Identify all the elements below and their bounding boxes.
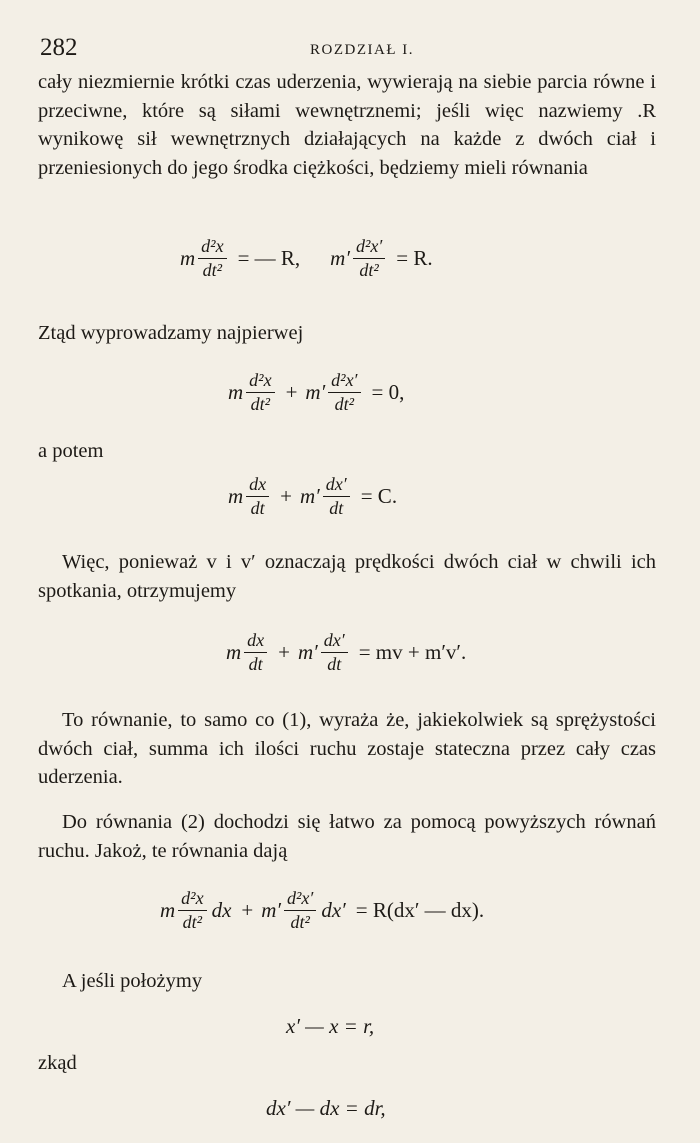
eq1-mass-prime: m′ (330, 246, 350, 270)
eq5-numerator: d²x (178, 888, 206, 911)
paragraph-first-derivation: Ztąd wyprowadzamy najpierwej (38, 322, 304, 344)
running-head: ROZDZIAŁ I. (310, 42, 414, 58)
eq2-denominator: dt² (250, 394, 271, 414)
page-number: 282 (40, 34, 78, 61)
eq2-numerator: d²x (246, 370, 274, 393)
eq1-numerator: d²x (198, 236, 226, 259)
eq5-rhs: = R(dx′ — dx). (355, 898, 485, 922)
eq3-fraction (246, 474, 269, 519)
eq5-fraction-prime (284, 888, 316, 933)
eq3-mass: m (228, 484, 244, 508)
paragraph-velocities: Więc, ponieważ v i v′ oznaczają prędkości dwóch ciał w chwili ich spotkania, otrzymujemy (38, 551, 656, 602)
eq4-mass: m (226, 640, 242, 664)
eq1-numerator-prime: d²x′ (353, 236, 385, 259)
paragraph-equation-two: Do równania (2) dochodzi się łatwo za pomocą powyższych równań ruchu. Jakoż, te równania dają (38, 811, 656, 862)
eq3-denominator-prime: dt (329, 498, 344, 518)
eq4-plus: + (278, 640, 291, 664)
eq3-numerator: dx (246, 474, 269, 497)
eq2-plus: + (285, 380, 298, 404)
eq5-denominator-prime: dt² (290, 912, 310, 932)
eq3-fraction-prime (323, 474, 350, 519)
paragraph-whence: zkąd (38, 1052, 77, 1074)
eq2-mass-prime: m′ (305, 380, 326, 404)
paragraph-interpretation: To równanie, to samo co (1), wyraża że, jakiekolwiek są sprężystości dwóch ciał, summa ich ilości ruchu zostaje stateczna przez cały czas uderzenia. (38, 709, 656, 788)
eq3-mass-prime: m′ (300, 484, 320, 508)
eq4-fraction (244, 630, 267, 675)
eq5-mass-prime: m′ (261, 898, 281, 922)
eq7-expression: dx′ — dx = dr, (266, 1096, 386, 1120)
eq3-rhs: = C. (360, 484, 398, 508)
equation-motion (180, 236, 441, 281)
eq6-expression: x′ — x = r, (286, 1014, 375, 1038)
eq4-numerator: dx (244, 630, 267, 653)
eq1-fraction-prime (353, 236, 385, 281)
eq1-mass: m (180, 246, 196, 270)
eq1-relation-prime: = R. (396, 246, 433, 270)
paragraph-substitution: A jeśli położymy (62, 970, 203, 992)
eq5-numerator-prime: d²x′ (284, 888, 316, 911)
eq1-relation: = — R, (237, 246, 301, 270)
eq3-denominator: dt (250, 498, 265, 518)
eq1-denominator: dt² (202, 260, 223, 280)
eq5-mass: m (160, 898, 176, 922)
eq2-rhs: = 0, (371, 380, 405, 404)
eq1-denominator-prime: dt² (359, 260, 379, 280)
page-header (40, 34, 660, 64)
eq5-fraction (178, 888, 206, 933)
equation-sum-forces (228, 370, 412, 415)
eq5-denominator: dt² (182, 912, 203, 932)
equation-momentum-constant (228, 474, 405, 519)
eq5-differential-prime: dx′ (321, 898, 346, 922)
eq4-denominator: dt (248, 654, 263, 674)
eq2-denominator-prime: dt² (334, 394, 355, 414)
eq4-fraction-prime (321, 630, 348, 675)
paragraph-intro: cały niezmiernie krótki czas uderzenia, wywierają na siebie parcia równe i przeciwne, które są siłami wewnętrznemi; jeśli więc nazwiemy .R wynikowę sił wewnętrznych działających na każde z dwóch ciał i przeniesionych do jego środka ciężkości, będziemy mieli równania (38, 71, 656, 179)
equation-momentum-velocity (226, 630, 474, 675)
equation-work (160, 888, 492, 933)
equation-distance (286, 1014, 374, 1039)
eq1-fraction (198, 236, 226, 281)
eq5-differential: dx (211, 898, 232, 922)
eq4-mass-prime: m′ (298, 640, 318, 664)
eq3-plus: + (280, 484, 293, 508)
eq2-numerator-prime: d²x′ (328, 370, 360, 393)
eq2-mass: m (228, 380, 244, 404)
eq5-plus: + (241, 898, 254, 922)
eq3-numerator-prime: dx′ (323, 474, 350, 497)
eq4-rhs: = mv + m′v′. (358, 640, 467, 664)
paragraph-then: a potem (38, 440, 104, 462)
eq2-fraction (246, 370, 274, 415)
eq4-numerator-prime: dx′ (321, 630, 348, 653)
eq4-denominator-prime: dt (327, 654, 342, 674)
equation-differential-distance (266, 1096, 386, 1121)
eq2-fraction-prime (328, 370, 360, 415)
